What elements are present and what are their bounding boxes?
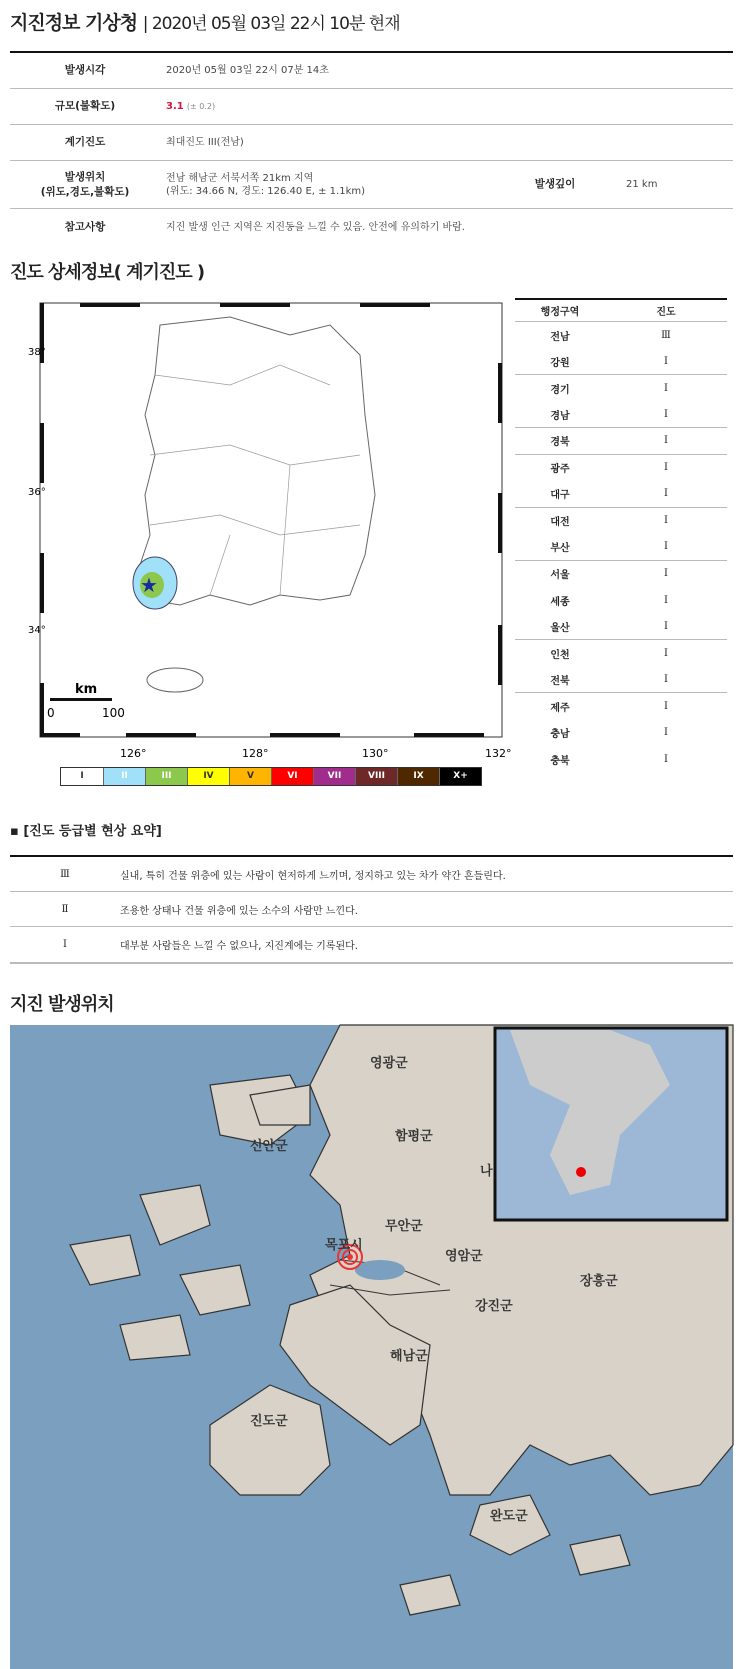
- summary-table: [10, 855, 733, 964]
- region-intensity: Ⅰ: [664, 673, 668, 685]
- lon-tick: 130°: [362, 747, 389, 760]
- region-name: 충북: [550, 755, 570, 767]
- table-row: [515, 322, 727, 349]
- lon-tick: 128°: [242, 747, 269, 760]
- legend-item: II: [103, 768, 145, 785]
- region-name: 전남: [550, 331, 570, 343]
- region-intensity: Ⅰ: [664, 462, 668, 474]
- region-name: 경북: [550, 437, 570, 449]
- region-name: 강원: [550, 357, 570, 369]
- region-name: 부산: [550, 543, 570, 555]
- region-intensity: Ⅰ: [664, 408, 668, 420]
- earthquake-info-table: [10, 51, 733, 245]
- table-row: [515, 402, 727, 429]
- region-intensity: Ⅰ: [664, 620, 668, 632]
- summary-desc: 실내, 특히 건물 위층에 있는 사람이 현저하게 느끼며, 정지하고 있는 차가 약간 흔들린다.: [120, 870, 506, 882]
- col-intensity: 진도: [656, 307, 676, 318]
- magnitude-label: 규모(불확도): [54, 100, 116, 112]
- place-label: 영암군: [445, 1249, 483, 1264]
- table-row: [515, 614, 727, 641]
- legend-item: X+: [439, 768, 481, 785]
- region-name: 경남: [550, 410, 570, 422]
- place-label: 해남군: [390, 1349, 428, 1364]
- place-label: 함평군: [395, 1129, 433, 1144]
- region-intensity: Ⅰ: [664, 647, 668, 659]
- region-intensity: Ⅰ: [664, 355, 668, 367]
- time-label: 발생시각: [64, 64, 106, 76]
- intensity-label: 계기진도: [64, 136, 106, 148]
- place-label: 목포시: [325, 1238, 363, 1253]
- location-value: 전남 해남군 서북서쪽 21km 지역 (위도: 34.66 N, 경도: 126.40 E, ± 1.1km): [166, 172, 366, 197]
- summary-row: [10, 857, 733, 892]
- table-row: [515, 720, 727, 747]
- table-row: [515, 349, 727, 376]
- legend-item: III: [145, 768, 187, 785]
- region-intensity: Ⅲ: [661, 329, 671, 341]
- region-name: 울산: [550, 622, 570, 634]
- region-name: 인천: [550, 649, 570, 661]
- table-row: [515, 455, 727, 482]
- region-name: 충남: [550, 729, 570, 741]
- place-label: 나: [480, 1164, 493, 1179]
- summary-row: [10, 927, 733, 962]
- place-label: 진도군: [250, 1414, 288, 1429]
- table-row: [515, 375, 727, 402]
- legend-item: I: [61, 768, 103, 785]
- table-row: [515, 508, 727, 535]
- detail-title: 진도 상세정보( 계기진도 ): [10, 262, 205, 283]
- location-title: 지진 발생위치: [10, 994, 114, 1015]
- region-name: 경기: [550, 384, 570, 396]
- epicenter-star-icon: ★: [140, 573, 158, 597]
- place-label: 장흥군: [580, 1274, 618, 1289]
- note-value: 지진 발생 인근 지역은 지진동을 느낄 수 있음. 안전에 유의하기 바람.: [166, 221, 465, 233]
- region-intensity: Ⅰ: [664, 382, 668, 394]
- region-intensity: Ⅰ: [664, 435, 668, 447]
- inset-map: [495, 1028, 727, 1220]
- legend-item: IX: [397, 768, 439, 785]
- place-label: 영광군: [370, 1056, 408, 1071]
- table-row: [515, 693, 727, 720]
- place-label: 완도군: [490, 1509, 528, 1524]
- region-intensity: Ⅰ: [664, 594, 668, 606]
- summary-grade: Ⅲ: [60, 868, 70, 880]
- region-name: 대구: [550, 490, 570, 502]
- region-intensity: Ⅰ: [664, 488, 668, 500]
- intensity-map: [30, 295, 515, 760]
- magnitude-uncertainty: (± 0.2): [186, 102, 216, 111]
- time-value: 2020년 05월 03일 22시 07분 14초: [166, 65, 329, 76]
- place-label: 신안군: [250, 1139, 288, 1154]
- lat-tick: 36°: [28, 487, 46, 498]
- region-intensity: Ⅰ: [664, 727, 668, 739]
- lon-tick: 126°: [120, 747, 147, 760]
- location-label: 발생위치 (위도,경도,불확도): [40, 170, 130, 198]
- magnitude-value: 3.1: [166, 101, 184, 112]
- intensity-legend: [60, 767, 482, 786]
- table-row: [515, 428, 727, 455]
- region-name: 제주: [550, 702, 570, 714]
- summary-desc: 조용한 상태나 건물 위층에 있는 소수의 사람만 느낀다.: [120, 905, 358, 917]
- legend-item: IV: [187, 768, 229, 785]
- region-name: 세종: [550, 596, 570, 608]
- region-intensity: Ⅰ: [664, 753, 668, 765]
- summary-grade: Ⅰ: [63, 939, 67, 950]
- region-name: 광주: [550, 464, 570, 476]
- place-label: 무안군: [385, 1219, 423, 1234]
- legend-item: VII: [313, 768, 355, 785]
- summary-row: [10, 892, 733, 927]
- region-intensity: Ⅰ: [664, 541, 668, 553]
- lat-tick: 34°: [28, 625, 46, 636]
- region-intensity: Ⅰ: [664, 568, 668, 580]
- table-row: [515, 561, 727, 588]
- table-row: [515, 667, 727, 694]
- depth-label: 발생깊이: [534, 178, 576, 190]
- place-label: 강진군: [475, 1299, 513, 1314]
- table-row: [515, 587, 727, 614]
- depth-value: 21 km: [626, 179, 658, 190]
- lat-tick: 38°: [28, 347, 46, 358]
- scale-hundred: 100: [102, 706, 125, 720]
- legend-item: V: [229, 768, 271, 785]
- region-name: 대전: [550, 517, 570, 529]
- region-name: 전북: [550, 675, 570, 687]
- summary-desc: 대부분 사람들은 느낄 수 없으나, 지진계에는 기록된다.: [120, 941, 358, 952]
- legend-item: VI: [271, 768, 313, 785]
- table-row: [515, 534, 727, 561]
- region-intensity-table: [515, 298, 727, 773]
- legend-item: VIII: [355, 768, 397, 785]
- lon-tick: 132°: [485, 747, 512, 760]
- page-title: 지진정보 기상청 | 2020년 05월 03일 22시 10분 현재: [10, 12, 400, 34]
- region-intensity: Ⅰ: [664, 515, 668, 527]
- note-label: 참고사항: [64, 220, 106, 233]
- scale-zero: 0: [47, 706, 55, 720]
- intensity-value: 최대진도 III(전남): [166, 137, 244, 148]
- region-name: 서울: [550, 570, 570, 582]
- location-map: [10, 1025, 733, 1669]
- table-row: [515, 640, 727, 667]
- region-intensity: Ⅰ: [664, 700, 668, 712]
- table-row: [515, 746, 727, 773]
- table-row: [515, 481, 727, 508]
- summary-title: ▪ [진도 등급별 현상 요약]: [10, 824, 162, 839]
- col-region: 행정구역: [540, 307, 580, 318]
- summary-grade: Ⅱ: [61, 903, 69, 915]
- scale-unit: km: [75, 682, 98, 697]
